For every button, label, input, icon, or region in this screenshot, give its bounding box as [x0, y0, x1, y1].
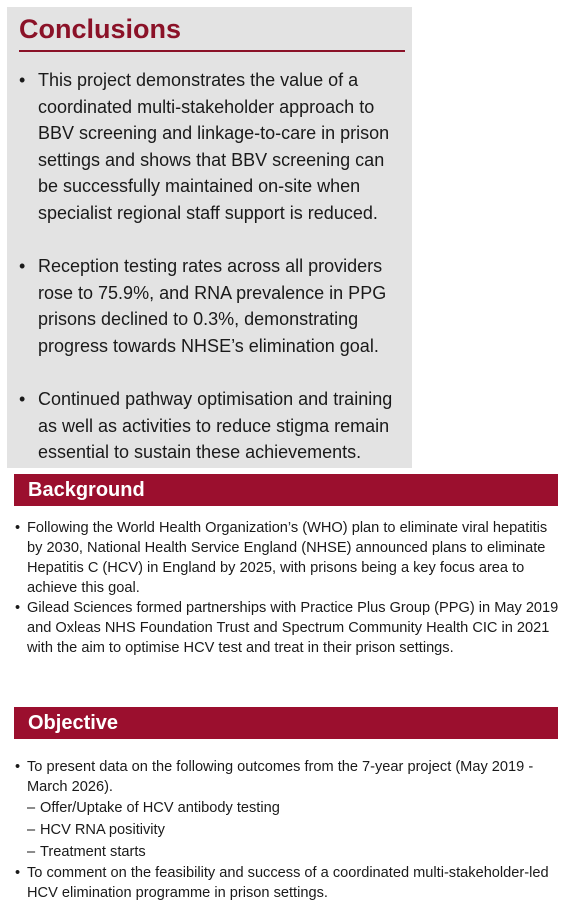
objective-subitem [27, 797, 562, 819]
objective-subitem [27, 841, 562, 863]
bullet: • [15, 759, 21, 775]
conclusions-item-text: This project demonstrates the value of a coordinated multi-stakeholder approach to BBV screening and linkage-to-care in prison settings and shows that BBV screening can be successfully maintained on-site when specialist regional staff support is reduced. [38, 70, 390, 223]
dash: – [27, 844, 36, 860]
bullet: • [15, 600, 21, 616]
objective-sublist [27, 797, 562, 863]
bullet: • [15, 520, 21, 536]
objective-subitem-text: Treatment starts [40, 844, 146, 860]
conclusions-divider [19, 50, 405, 52]
dash: – [27, 822, 36, 838]
conclusions-title: Conclusions [19, 14, 182, 44]
objective-subitem-text: HCV RNA positivity [40, 822, 165, 838]
objective-title: Objective [28, 712, 119, 734]
objective-header [14, 707, 558, 739]
bullet: • [19, 256, 26, 276]
conclusions-item [7, 67, 412, 226]
objective-item-text: To comment on the feasibility and success of a coordinated multi-stakeholder-led HCV elimination programme in prison settings. [27, 865, 549, 901]
objective-item-text: To present data on the following outcomes from the 7-year project (May 2019 - March 2026). [27, 759, 534, 795]
conclusions-list [7, 67, 412, 493]
bullet: • [19, 70, 26, 90]
background-item [14, 598, 562, 658]
conclusions-item [7, 253, 412, 359]
objective-list [14, 757, 562, 903]
background-item [14, 518, 562, 598]
dash: – [27, 800, 36, 816]
conclusions-item [7, 386, 412, 466]
bullet: • [15, 865, 21, 881]
background-item-text: Gilead Sciences formed partnerships with Practice Plus Group (PPG) in May 2019 and Oxleas NHS Foundation Trust and Spectrum Community Health CIC in 2021 with the aim to optimise HCV test and treat in their prison settings. [27, 600, 559, 656]
objective-item [14, 757, 562, 863]
objective-subitem-text: Offer/Uptake of HCV antibody testing [40, 800, 280, 816]
objective-item [14, 863, 562, 903]
background-title: Background [28, 479, 145, 501]
background-list [14, 518, 562, 658]
objective-subitem [27, 819, 562, 841]
bullet: • [19, 389, 26, 409]
conclusions-item-text: Continued pathway optimisation and training as well as activities to reduce stigma remain essential to sustain these achievements. [38, 389, 393, 462]
conclusions-item-text: Reception testing rates across all providers rose to 75.9%, and RNA prevalence in PPG prisons declined to 0.3%, demonstrating progress towards NHSE’s elimination goal. [38, 256, 387, 356]
background-item-text: Following the World Health Organization’s (WHO) plan to eliminate viral hepatitis by 2030, National Health Service England (NHSE) announced plans to eliminate Hepatitis C (HCV) in England by 2025, with prisons being a key focus area to achieve this goal. [27, 520, 548, 596]
conclusions-panel [7, 7, 412, 468]
background-header [14, 474, 558, 506]
